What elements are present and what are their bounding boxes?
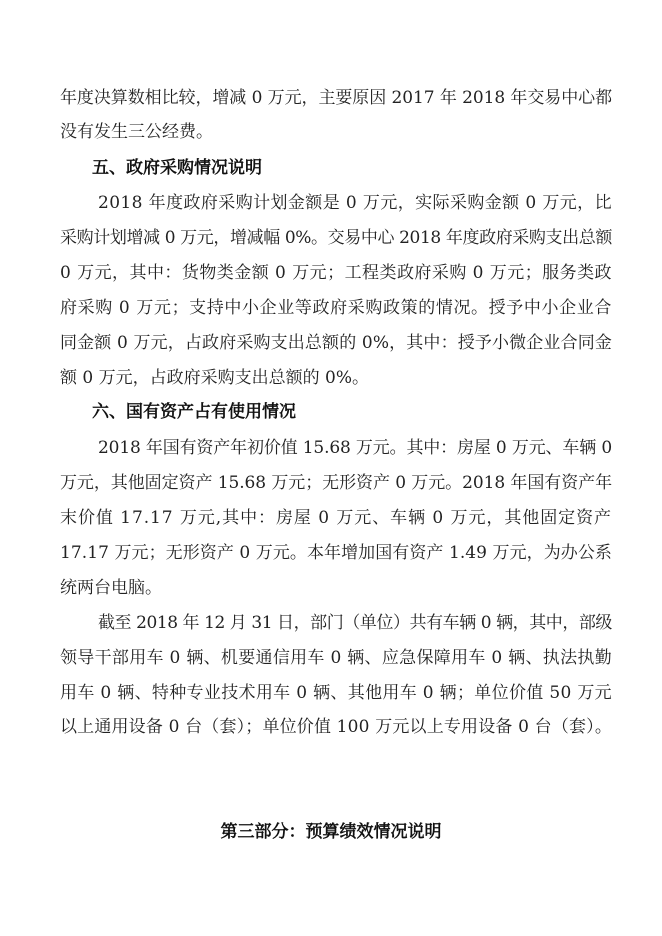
paragraph-line <box>60 542 612 564</box>
paragraph-line <box>98 192 612 214</box>
paragraph-line <box>60 87 612 109</box>
line-text: 统两台电脑。 <box>60 578 162 598</box>
line-text: 府采购 0 万元；支持中小企业等政府采购政策的情况。授予中小企业合 <box>60 298 612 318</box>
line-text: 年度决算数相比较，增减 0 万元，主要原因 2017 年 2018 年交易中心都 <box>60 88 612 108</box>
part-three-heading: 第三部分：预算绩效情况说明 <box>220 822 442 842</box>
line-text: 2018 年国有资产年初价值 15.68 万元。其中：房屋 0 万元、车辆 0 <box>98 438 612 458</box>
paragraph-line <box>60 297 612 319</box>
line-text: 没有发生三公经费。 <box>60 122 213 142</box>
paragraph-line <box>60 367 612 389</box>
line-text: 2018 年度政府采购计划金额是 0 万元，实际采购金额 0 万元，比 <box>98 193 612 213</box>
paragraph-line <box>60 716 612 738</box>
line-text: 0 万元，其中：货物类金额 0 万元；工程类政府采购 0 万元；服务类政 <box>60 263 612 283</box>
section-heading-assets: 六、国有资产占有使用情况 <box>92 402 296 422</box>
line-text: 领导干部用车 0 辆、机要通信用车 0 辆、应急保障用车 0 辆、执法执勤 <box>60 648 612 668</box>
paragraph-line <box>60 121 612 143</box>
line-text: 采购计划增减 0 万元，增减幅 0%。交易中心 2018 年度政府采购支出总额 <box>60 228 612 248</box>
line-text: 同金额 0 万元，占政府采购支出总额的 0%，其中：授予小微企业合同金 <box>60 333 612 353</box>
paragraph-line <box>60 332 612 354</box>
line-text: 额 0 万元，占政府采购支出总额的 0%。 <box>60 368 369 388</box>
line-text: 末价值 17.17 万元,其中：房屋 0 万元、车辆 0 万元，其他固定资产 <box>60 508 612 528</box>
paragraph-line <box>60 682 612 704</box>
paragraph-line <box>60 647 612 669</box>
paragraph-line <box>60 472 612 494</box>
paragraph-line <box>98 437 612 459</box>
line-text: 截至 2018 年 12 月 31 日，部门（单位）共有车辆 0 辆，其中，部级 <box>98 613 612 633</box>
line-text: 以上通用设备 0 台（套）；单位价值 100 万元以上专用设备 0 台（套）。 <box>60 717 612 737</box>
line-text: 万元，其他固定资产 15.68 万元；无形资产 0 万元。2018 年国有资产年 <box>60 473 612 493</box>
paragraph-line <box>98 612 612 634</box>
paragraph-line <box>60 262 612 284</box>
paragraph-line <box>60 577 612 599</box>
paragraph-line <box>60 227 612 249</box>
paragraph-line <box>60 507 612 529</box>
section-heading-procurement: 五、政府采购情况说明 <box>92 158 262 178</box>
line-text: 用车 0 辆、特种专业技术用车 0 辆、其他用车 0 辆；单位价值 50 万元 <box>60 683 612 703</box>
line-text: 17.17 万元；无形资产 0 万元。本年增加国有资产 1.49 万元，为办公系 <box>60 543 612 563</box>
